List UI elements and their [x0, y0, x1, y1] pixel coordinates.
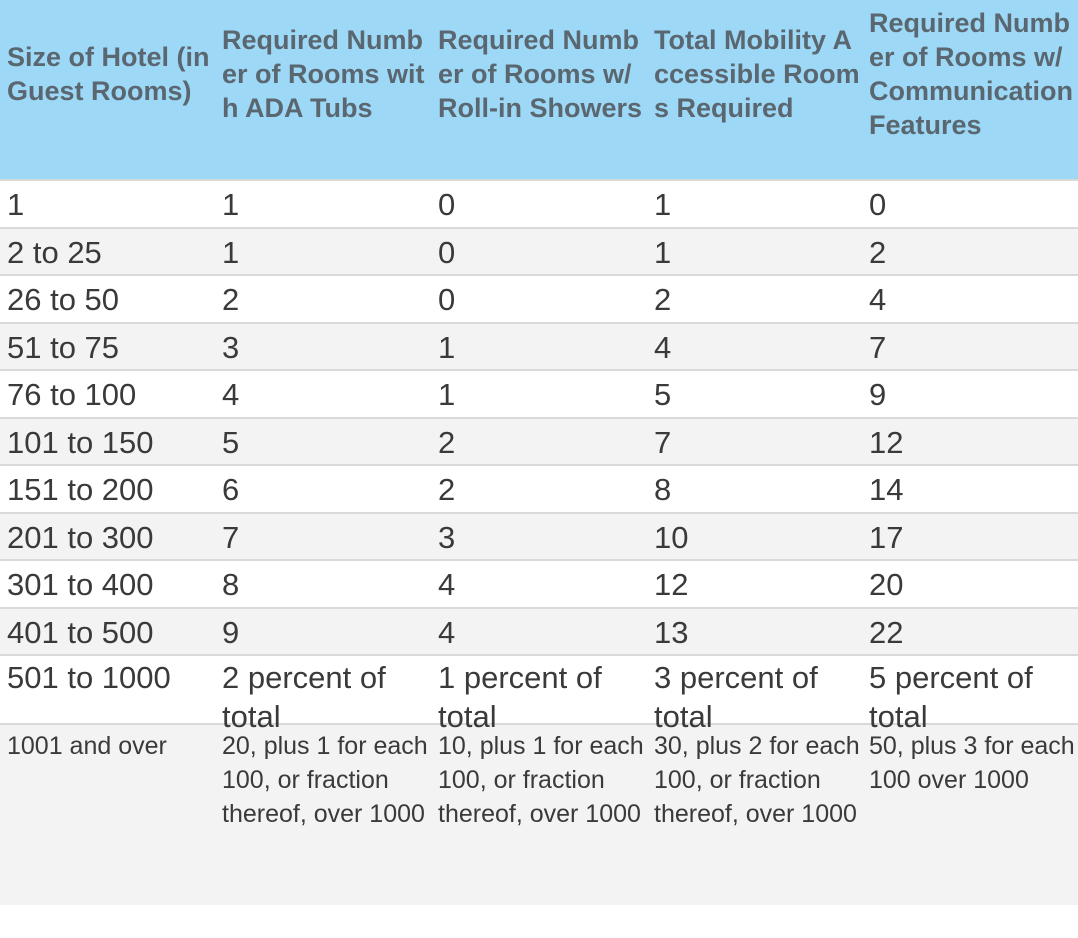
table-cell: 9 [869, 377, 887, 412]
table-row [0, 561, 1078, 609]
table-cell: 12 [654, 567, 689, 602]
table-cell: 1 [438, 329, 456, 365]
table-row [0, 324, 1078, 372]
table-cell: 1001 and over [7, 732, 167, 760]
table-cell: 13 [654, 614, 689, 650]
table-cell: 4 [869, 282, 887, 317]
table-cell: 4 [438, 614, 456, 650]
table-cell: 1 [438, 377, 456, 412]
table-cell: 7 [869, 329, 887, 365]
table-cell: 2 [654, 282, 672, 317]
table-cell: 2 percent of total [222, 660, 386, 734]
table-cell: 8 [654, 472, 672, 507]
table-row [0, 609, 1078, 657]
table-cell: 3 [438, 519, 456, 555]
table-cell: 20 [869, 567, 904, 602]
table-cell: 3 percent of total [654, 660, 818, 734]
table-cell: 76 to 100 [7, 377, 137, 412]
table-cell: 50, plus 3 for each 100 over 1000 [869, 732, 1075, 794]
table-cell: 1 [654, 234, 672, 270]
table-cell: 12 [869, 424, 904, 460]
table-cell: 201 to 300 [7, 519, 154, 555]
table-cell: 151 to 200 [7, 472, 154, 507]
table-cell: 51 to 75 [7, 329, 120, 365]
table-cell: 0 [438, 234, 456, 270]
table-cell: 26 to 50 [7, 282, 120, 317]
table-row [0, 466, 1078, 514]
table-cell: 10 [654, 519, 689, 555]
table-cell: 1 percent of total [438, 660, 602, 734]
table-cell: 17 [869, 519, 904, 555]
column-header-roll-in-showers: Required Number of Rooms w/ Roll-in Showers [438, 25, 643, 123]
table-cell: 1 [654, 187, 672, 222]
table-cell: 10, plus 1 for each 100, or fraction thereof, over 1000 [438, 732, 644, 828]
table-cell: 8 [222, 567, 240, 602]
table-cell: 501 to 1000 [7, 660, 171, 695]
table-cell: 22 [869, 614, 904, 650]
table-cell: 14 [869, 472, 904, 507]
table-cell: 0 [438, 187, 456, 222]
table-cell: 2 [438, 424, 456, 460]
table-cell: 2 [222, 282, 240, 317]
table-cell: 1 [222, 187, 240, 222]
table-cell: 2 [438, 472, 456, 507]
table-cell: 9 [222, 614, 240, 650]
table-cell: 6 [222, 472, 240, 507]
table-cell: 2 [869, 234, 887, 270]
table-row [0, 229, 1078, 277]
table-row [0, 514, 1078, 562]
table-cell: 1 [7, 187, 25, 222]
table-cell: 1 [222, 234, 240, 270]
table-cell: 4 [438, 567, 456, 602]
table-row [0, 419, 1078, 467]
table-cell: 401 to 500 [7, 614, 154, 650]
table-cell: 4 [654, 329, 672, 365]
column-header-ada-tubs: Required Number of Rooms with ADA Tubs [222, 25, 425, 123]
table-cell: 301 to 400 [7, 567, 154, 602]
column-header-mobility-accessible: Total Mobility Accessible Rooms Required [654, 25, 860, 123]
table-row [0, 181, 1078, 229]
table-cell: 0 [438, 282, 456, 317]
table-cell: 7 [654, 424, 672, 460]
table-cell: 5 percent of total [869, 660, 1033, 734]
table-row [0, 725, 1078, 905]
column-header-hotel-size: Size of Hotel (in Guest Rooms) [7, 42, 210, 106]
table-cell: 5 [222, 424, 240, 460]
column-header-communication-features: Required Number of Rooms w/ Communication Features [869, 8, 1074, 140]
table-cell: 2 to 25 [7, 234, 102, 270]
table-row [0, 656, 1078, 734]
table-cell: 5 [654, 377, 672, 412]
table-header-row [0, 0, 1078, 181]
table-cell: 0 [869, 187, 887, 222]
table-cell: 101 to 150 [7, 424, 154, 460]
table-cell: 7 [222, 519, 240, 555]
table-cell: 3 [222, 329, 240, 365]
table-cell: 30, plus 2 for each 100, or fraction thereof, over 1000 [654, 732, 860, 828]
table-row [0, 276, 1078, 324]
table-row [0, 371, 1078, 419]
table-cell: 4 [222, 377, 240, 412]
table-cell: 20, plus 1 for each 100, or fraction thereof, over 1000 [222, 732, 428, 828]
